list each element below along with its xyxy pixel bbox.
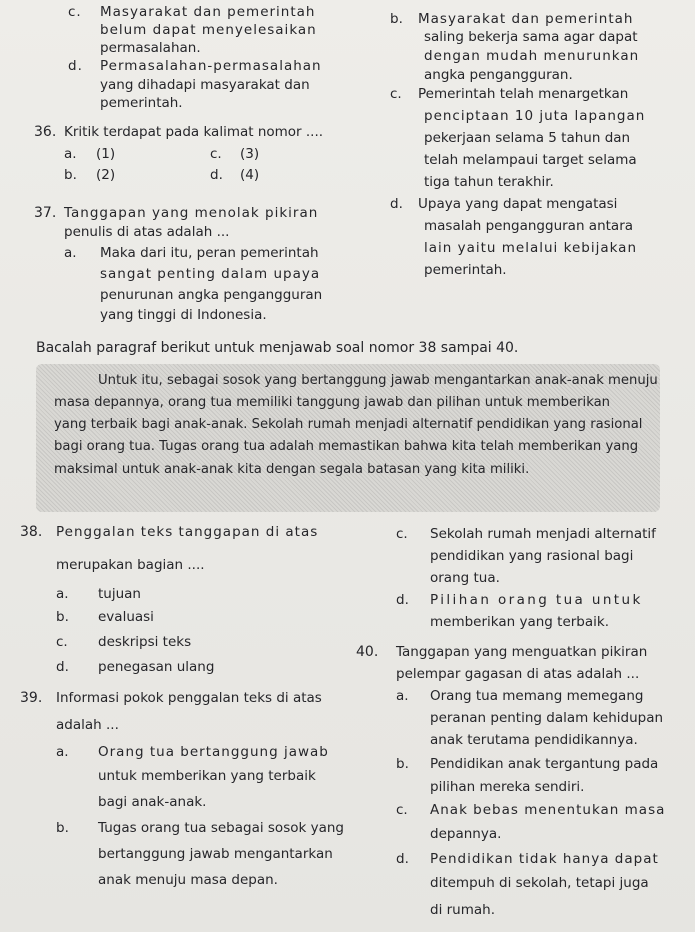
option-text: memberikan yang terbaik.	[430, 614, 610, 630]
option-text: Sekolah rumah menjadi alternatif	[430, 526, 656, 542]
passage-line: bagi orang tua. Tugas orang tua adalah memastikan bahwa kita telah memberikan yang	[54, 439, 639, 454]
question-stem: adalah ...	[56, 717, 119, 733]
passage-line: maksimal untuk anak-anak kita dengan segala batasan yang kita miliki.	[54, 462, 530, 477]
option-letter: d.	[396, 851, 409, 867]
instruction-text: Bacalah paragraf berikut untuk menjawab soal nomor 38 sampai 40.	[36, 340, 519, 356]
option-text: Pilihan orang tua untuk	[430, 592, 643, 608]
option-text: Orang tua memang memegang	[430, 688, 644, 704]
option-letter: b.	[396, 756, 409, 772]
option-text: depannya.	[430, 826, 502, 842]
option-letter: b.	[390, 11, 403, 27]
option-text: pilihan mereka sendiri.	[430, 779, 585, 795]
option-text: Masyarakat dan pemerintah	[100, 4, 316, 20]
option-text: permasalahan.	[100, 40, 201, 56]
option-letter: d.	[396, 592, 409, 608]
option-text: deskripsi teks	[98, 634, 192, 650]
option-text: yang tinggi di Indonesia.	[100, 307, 267, 323]
option-text: Anak bebas menentukan masa	[430, 802, 666, 818]
option-letter: d.	[390, 196, 403, 212]
option-letter: a.	[396, 688, 409, 704]
option-text: telah melampaui target selama	[424, 152, 637, 168]
option-text: ditempuh di sekolah, tetapi juga	[430, 875, 649, 891]
question-number: 37.	[34, 205, 57, 221]
option-text: penegasan ulang	[98, 659, 215, 675]
option-text: (1)	[96, 146, 116, 162]
option-letter: a.	[64, 245, 77, 261]
option-text: anak menuju masa depan.	[98, 872, 278, 888]
question-stem: Penggalan teks tanggapan di atas	[56, 524, 319, 540]
question-number: 36.	[34, 124, 57, 140]
option-text: pemerintah.	[100, 95, 183, 111]
option-letter: d.	[68, 58, 83, 74]
option-text: Upaya yang dapat mengatasi	[418, 196, 618, 212]
question-stem: Tanggapan yang menguatkan pikiran	[396, 644, 648, 660]
passage-line: masa depannya, orang tua memiliki tanggung jawab dan pilihan untuk memberikan	[54, 395, 611, 410]
option-letter: d.	[210, 167, 223, 183]
option-text: tujuan	[98, 586, 141, 602]
option-text: orang tua.	[430, 570, 500, 586]
option-text: Tugas orang tua sebagai sosok yang	[98, 820, 344, 836]
option-letter: c.	[396, 802, 408, 818]
option-text: bagi anak-anak.	[98, 794, 207, 810]
option-letter: d.	[56, 659, 69, 675]
option-text: (2)	[96, 167, 116, 183]
passage-line: Untuk itu, sebagai sosok yang bertanggung jawab mengantarkan anak-anak menuju	[98, 373, 658, 388]
option-letter: b.	[56, 820, 69, 836]
question-stem: pelempar gagasan di atas adalah ...	[396, 666, 640, 682]
question-number: 39.	[20, 690, 43, 706]
option-letter: c.	[390, 86, 402, 102]
option-text: saling bekerja sama agar dapat	[424, 29, 638, 45]
option-letter: c.	[68, 4, 82, 20]
question-number: 40.	[356, 644, 379, 660]
option-text: bertanggung jawab mengantarkan	[98, 846, 333, 862]
option-text: Maka dari itu, peran pemerintah	[100, 245, 319, 261]
option-text: lain yaitu melalui kebijakan	[424, 240, 637, 256]
question-stem: Tanggapan yang menolak pikiran	[64, 205, 319, 221]
question-stem: Informasi pokok penggalan teks di atas	[56, 690, 322, 706]
question-stem: merupakan bagian ....	[56, 557, 205, 573]
option-text: penciptaan 10 juta lapangan	[424, 108, 646, 124]
option-text: Permasalahan-permasalahan	[100, 58, 322, 74]
passage-line: yang terbaik bagi anak-anak. Sekolah rumah menjadi alternatif pendidikan yang rasional	[54, 417, 643, 432]
question-number: 38.	[20, 524, 43, 540]
option-text: Pendidikan anak tergantung pada	[430, 756, 659, 772]
option-text: untuk memberikan yang terbaik	[98, 768, 316, 784]
option-text: Masyarakat dan pemerintah	[418, 11, 634, 27]
option-letter: c.	[56, 634, 68, 650]
option-text: (3)	[240, 146, 260, 162]
option-text: pemerintah.	[424, 262, 507, 278]
option-text: dengan mudah menurunkan	[424, 48, 640, 64]
option-letter: b.	[64, 167, 77, 183]
option-letter: a.	[56, 744, 69, 760]
option-text: di rumah.	[430, 902, 495, 918]
option-text: (4)	[240, 167, 260, 183]
question-stem: penulis di atas adalah ...	[64, 224, 230, 240]
option-letter: c.	[396, 526, 408, 542]
option-text: yang dihadapi masyarakat dan	[100, 77, 310, 93]
option-letter: a.	[64, 146, 77, 162]
option-text: Orang tua bertanggung jawab	[98, 744, 329, 760]
option-text: tiga tahun terakhir.	[424, 174, 554, 190]
option-text: Pemerintah telah menargetkan	[418, 86, 629, 102]
option-text: peranan penting dalam kehidupan	[430, 710, 664, 726]
option-text: Pendidikan tidak hanya dapat	[430, 851, 659, 867]
option-text: angka pengangguran.	[424, 67, 573, 83]
option-text: penurunan angka pengangguran	[100, 287, 323, 303]
option-text: pendidikan yang rasional bagi	[430, 548, 634, 564]
question-stem: Kritik terdapat pada kalimat nomor ....	[64, 124, 324, 140]
option-text: belum dapat menyelesaikan	[100, 22, 317, 38]
option-letter: a.	[56, 586, 69, 602]
option-letter: c.	[210, 146, 222, 162]
option-text: sangat penting dalam upaya	[100, 266, 321, 282]
option-text: pekerjaan selama 5 tahun dan	[424, 130, 631, 146]
option-text: anak terutama pendidikannya.	[430, 732, 638, 748]
option-letter: b.	[56, 609, 69, 625]
option-text: masalah pengangguran antara	[424, 218, 634, 234]
option-text: evaluasi	[98, 609, 154, 625]
